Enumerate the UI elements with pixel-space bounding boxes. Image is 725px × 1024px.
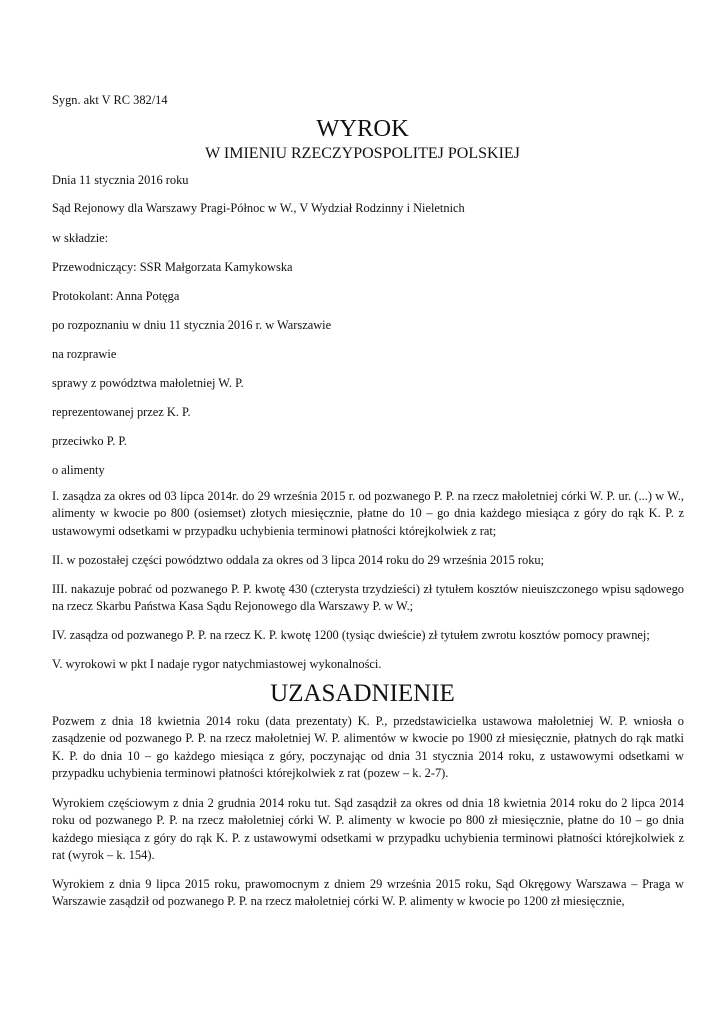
- verdict-title: WYROK: [316, 115, 409, 142]
- justification-paragraph: Wyrokiem z dnia 9 lipca 2015 roku, prawomocnym z dniem 29 września 2015 roku, Sąd Okręgowy Warszawa – Praga w Warszawie zasądził od pozwanego P. P. na rzecz małoletniej córki W. P. alimenty w kwocie po 1200 zł miesięcznie,: [52, 877, 684, 909]
- verdict-date: Dnia 11 stycznia 2016 roku: [52, 173, 189, 187]
- verdict-item: III. nakazuje pobrać od pozwanego P. P. kwotę 430 (czterysta trzydzieści) zł tytułem kosztów nieuiszczonego wpisu sądowego na rzecz Skarbu Państwa Kasa Sądu Rejonowego dla Warszawy P. w W.;: [52, 582, 684, 614]
- justification-paragraph: Wyrokiem częściowym z dnia 2 grudnia 2014 roku tut. Sąd zasądził za okres od dnia 18 kwietnia 2014 roku do 2 lipca 2014 roku od pozwanego P. P. na rzecz małoletniej córki W. P. alimenty w kwocie po 800 zł miesięcznie, płatne do 10 – go dnia każdego miesiąca z góry do rąk K. P. z ustawowymi odsetkami w przypadku uchybienia terminowi płatności którejkolwiek z rat (wyrok – k. 154).: [52, 796, 684, 863]
- presiding-judge: Przewodniczący: SSR Małgorzata Kamykowska: [52, 260, 293, 274]
- case-subject: o alimenty: [52, 463, 105, 477]
- verdict-item: IV. zasądza od pozwanego P. P. na rzecz K. P. kwotę 1200 (tysiąc dwieście) zł tytułem zwrotu kosztów pomocy prawnej;: [52, 628, 650, 642]
- justification-title: UZASADNIENIE: [270, 680, 455, 707]
- court-reporter: Protokolant: Anna Potęga: [52, 289, 180, 303]
- verdict-item: V. wyrokowi w pkt I nadaje rygor natychmiastowej wykonalności.: [52, 657, 382, 671]
- hearing-type: na rozprawie: [52, 347, 117, 361]
- verdict-item: II. w pozostałej części powództwo oddala za okres od 3 lipca 2014 roku do 29 września 2015 roku;: [52, 553, 545, 567]
- court-name: Sąd Rejonowy dla Warszawy Pragi-Północ w W., V Wydział Rodzinny i Nieletnich: [52, 201, 465, 215]
- case-number: Sygn. akt V RC 382/14: [52, 93, 168, 107]
- case-claimant: sprawy z powództwa małoletniej W. P.: [52, 376, 244, 390]
- case-defendant: przeciwko P. P.: [52, 434, 128, 448]
- verdict-subtitle: W IMIENIU RZECZYPOSPOLITEJ POLSKIEJ: [205, 145, 520, 162]
- verdict-item: I. zasądza za okres od 03 lipca 2014r. do 29 września 2015 r. od pozwanego P. P. na rzecz małoletniej córki W. P. ur. (...) w W., alimenty w kwocie po 800 (osiemset) złotych miesięcznie, płatne do 10 – go dnia każdego miesiąca z góry do rąk K. P. z ustawowymi odsetkami w przypadku uchybienia terminowi płatności którejkolwiek z rat;: [52, 489, 684, 538]
- justification-paragraph: Pozwem z dnia 18 kwietnia 2014 roku (data prezentaty) K. P., przedstawicielka ustawowa małoletniej W. P. wniosła o zasądzenie od pozwanego P. P. na rzecz małoletniej W. P. alimentów w kwocie po 1900 zł miesięcznie, płatnych do rąk matki K. P. do dnia 10 – go każdego miesiąca z góry, poczynając od dnia 31 stycznia 2014 roku, z ustawowymi odsetkami w przypadku uchybienia terminowi płatności którejkolwiek z rat (pozew – k. 2-7).: [52, 714, 684, 781]
- composition-label: w składzie:: [52, 231, 109, 245]
- hearing-info: po rozpoznaniu w dniu 11 stycznia 2016 r. w Warszawie: [52, 318, 332, 332]
- case-representative: reprezentowanej przez K. P.: [52, 405, 191, 419]
